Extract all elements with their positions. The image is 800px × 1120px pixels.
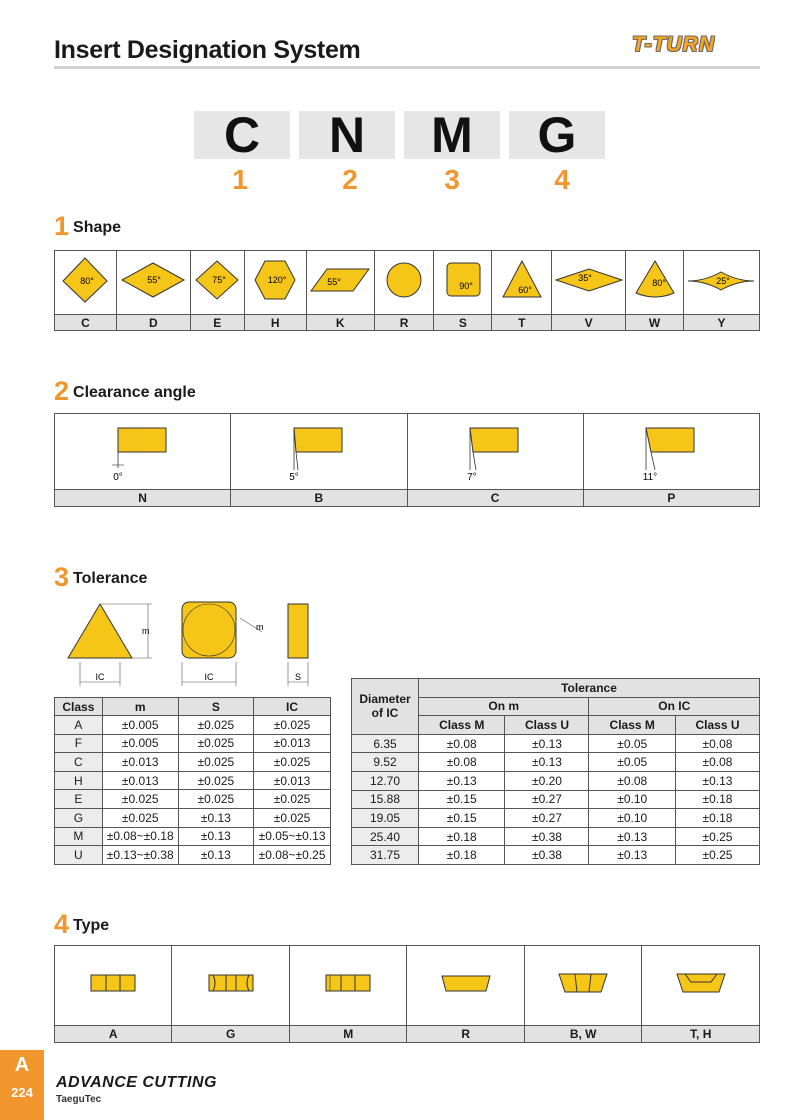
sub-header: Class M <box>589 716 675 735</box>
table-cell: ±0.025 <box>178 790 253 809</box>
col-header: m <box>102 698 178 716</box>
table-cell: ±0.15 <box>419 790 505 809</box>
clearance-angle-c: 7° <box>467 472 477 483</box>
section-label: Clearance angle <box>73 384 196 401</box>
table-cell: ±0.005 <box>102 716 178 735</box>
shape-code-v: V <box>552 315 626 331</box>
table-cell: ±0.15 <box>419 809 505 828</box>
col-header: IC <box>254 698 331 716</box>
title-divider <box>54 66 760 69</box>
shape-cell-s <box>434 251 492 315</box>
table-cell: ±0.13 <box>675 771 759 790</box>
clearance-code-p: P <box>583 490 759 507</box>
shape-angle-t: 60° <box>517 285 532 295</box>
table-cell: ±0.025 <box>102 790 178 809</box>
shape-cell-y <box>683 251 759 315</box>
section-label: Shape <box>73 219 122 236</box>
tolerance-header: Tolerance <box>419 679 760 698</box>
table-row <box>352 809 760 828</box>
sub-header: Class U <box>505 716 589 735</box>
table-cell: H <box>55 771 103 790</box>
table-cell: ±0.13 <box>505 734 589 753</box>
table-cell: ±0.005 <box>102 734 178 753</box>
diagram-label-ic-2: IC <box>204 672 214 682</box>
sub-header: Class M <box>419 716 505 735</box>
code-number-3: 3 <box>444 164 460 195</box>
tolerance-class-table <box>54 697 331 865</box>
table-cell: ±0.13 <box>505 753 589 772</box>
type-section-title <box>54 909 109 940</box>
type-code-th: T, H <box>642 1026 760 1043</box>
table-cell: 15.88 <box>352 790 419 809</box>
table-cell: ±0.025 <box>254 790 331 809</box>
shape-code-h: H <box>244 315 306 331</box>
page-tab-letter: A <box>14 1054 30 1076</box>
table-row <box>55 827 331 846</box>
clearance-code-c: C <box>407 490 583 507</box>
table-cell: E <box>55 790 103 809</box>
shape-angle-d: 55° <box>147 275 162 285</box>
shape-code-t: T <box>492 315 552 331</box>
table-cell: ±0.18 <box>419 827 505 846</box>
diameter-header: Diameter of IC <box>352 679 419 735</box>
table-row <box>55 753 331 772</box>
shape-cell-t <box>492 251 552 315</box>
table-cell: M <box>55 827 103 846</box>
type-code-a: A <box>55 1026 172 1043</box>
table-cell: ±0.013 <box>254 734 331 753</box>
shape-cell-r <box>374 251 434 315</box>
sub-header: Class U <box>675 716 759 735</box>
table-cell: ±0.013 <box>102 771 178 790</box>
diagram-label-m-2: m <box>256 622 264 632</box>
table-cell: ±0.13 <box>178 846 253 865</box>
clearance-cell-p <box>583 414 759 490</box>
table-cell: ±0.13 <box>589 846 675 865</box>
section-number: 1 <box>54 211 70 241</box>
table-cell: ±0.13~±0.38 <box>102 846 178 865</box>
type-cell-r <box>407 946 524 1026</box>
table-cell: ±0.08~±0.25 <box>254 846 331 865</box>
table-cell: C <box>55 753 103 772</box>
shape-table <box>54 250 760 331</box>
clearance-angle-n: 0° <box>112 472 123 483</box>
clearance-section-title <box>54 376 196 407</box>
table-row <box>55 716 331 735</box>
shape-code-r: R <box>374 315 434 331</box>
table-cell: 6.35 <box>352 734 419 753</box>
table-row <box>352 846 760 865</box>
clearance-cell-b <box>231 414 407 490</box>
type-cell-a <box>55 946 172 1026</box>
table-cell: ±0.025 <box>178 716 253 735</box>
shape-cell-d <box>116 251 190 315</box>
clearance-code-n: N <box>55 490 231 507</box>
table-cell: 31.75 <box>352 846 419 865</box>
code-letter-4: G <box>509 111 605 159</box>
type-code-bw: B, W <box>524 1026 641 1043</box>
table-cell: ±0.18 <box>419 846 505 865</box>
code-letter-3: M <box>404 111 500 159</box>
shape-angle-k: 55° <box>327 277 341 287</box>
type-code-g: G <box>172 1026 289 1043</box>
table-cell: ±0.025 <box>178 771 253 790</box>
tolerance-diameter-table <box>351 678 760 865</box>
shape-section-title <box>54 211 121 242</box>
table-cell: ±0.13 <box>589 827 675 846</box>
table-cell: ±0.27 <box>505 790 589 809</box>
table-cell: ±0.13 <box>419 771 505 790</box>
table-row <box>352 753 760 772</box>
shape-angle-v: 35° <box>577 273 592 283</box>
table-cell: ±0.025 <box>178 734 253 753</box>
shape-angle-w: 80° <box>651 278 666 288</box>
table-cell: ±0.025 <box>102 808 178 827</box>
section-number: 3 <box>54 562 70 592</box>
on-m-header: On m <box>419 697 589 716</box>
clearance-angle-b: 5° <box>289 472 299 483</box>
type-cell-g <box>172 946 289 1026</box>
shape-angle-e: 75° <box>212 275 227 285</box>
table-cell: ±0.08 <box>419 734 505 753</box>
shape-cell-w <box>626 251 684 315</box>
tolerance-section-title <box>54 562 147 593</box>
table-cell: 9.52 <box>352 753 419 772</box>
shape-code-k: K <box>306 315 374 331</box>
page-number: 224 <box>11 1085 33 1100</box>
section-number: 4 <box>54 909 70 939</box>
table-cell: ±0.08 <box>589 771 675 790</box>
table-cell: ±0.13 <box>178 808 253 827</box>
shape-code-c: C <box>55 315 117 331</box>
table-cell: ±0.025 <box>254 753 331 772</box>
type-cell-m <box>289 946 406 1026</box>
diagram-label-m: m <box>142 626 150 636</box>
footer-brand-sub: TaeguTec <box>56 1094 102 1105</box>
col-header: S <box>178 698 253 716</box>
table-cell: ±0.025 <box>254 808 331 827</box>
table-cell: ±0.05~±0.13 <box>254 827 331 846</box>
table-row <box>55 846 331 865</box>
table-cell: ±0.25 <box>675 846 759 865</box>
type-cell-bw <box>524 946 641 1026</box>
code-number-2: 2 <box>342 164 358 195</box>
table-row <box>352 827 760 846</box>
table-cell: ±0.10 <box>589 790 675 809</box>
shape-code-d: D <box>116 315 190 331</box>
type-code-m: M <box>289 1026 406 1043</box>
shape-angle-h: 120° <box>267 275 287 285</box>
brand-logo: T-TURN <box>632 33 715 56</box>
table-row <box>55 734 331 753</box>
clearance-code-b: B <box>231 490 407 507</box>
section-label: Tolerance <box>73 570 148 587</box>
shape-cell-c <box>55 251 117 315</box>
clearance-table <box>54 413 760 507</box>
section-label: Type <box>73 917 110 934</box>
table-cell: U <box>55 846 103 865</box>
table-cell: 19.05 <box>352 809 419 828</box>
table-cell: ±0.08~±0.18 <box>102 827 178 846</box>
shape-code-y: Y <box>683 315 759 331</box>
table-row <box>55 790 331 809</box>
table-cell: ±0.13 <box>178 827 253 846</box>
table-row <box>55 808 331 827</box>
table-cell: 25.40 <box>352 827 419 846</box>
table-row <box>352 734 760 753</box>
table-cell: ±0.08 <box>419 753 505 772</box>
section-number: 2 <box>54 376 70 406</box>
table-cell: ±0.05 <box>589 753 675 772</box>
clearance-angle-p: 11° <box>643 472 658 483</box>
shape-cell-e <box>190 251 244 315</box>
col-header: Class <box>55 698 103 716</box>
shape-cell-h <box>244 251 306 315</box>
shape-angle-y: 25° <box>716 276 731 286</box>
on-ic-header: On IC <box>589 697 760 716</box>
footer-brand-logo: ADVANCE CUTTING <box>56 1074 217 1091</box>
table-row <box>352 771 760 790</box>
type-table <box>54 945 760 1043</box>
table-cell: ±0.38 <box>505 827 589 846</box>
table-cell: ±0.013 <box>102 753 178 772</box>
shape-code-e: E <box>190 315 244 331</box>
table-cell: ±0.05 <box>589 734 675 753</box>
diagram-label-ic-1: IC <box>95 672 105 682</box>
table-cell: ±0.27 <box>505 809 589 828</box>
table-cell: 12.70 <box>352 771 419 790</box>
type-cell-th <box>642 946 760 1026</box>
table-row <box>352 790 760 809</box>
shape-angle-s: 90° <box>459 281 473 291</box>
shape-angle-c: 80° <box>80 276 95 286</box>
table-cell: ±0.18 <box>675 790 759 809</box>
table-row <box>55 771 331 790</box>
table-cell: ±0.10 <box>589 809 675 828</box>
page-tab <box>0 1050 44 1120</box>
table-cell: ±0.013 <box>254 771 331 790</box>
table-cell: F <box>55 734 103 753</box>
page-title: Insert Designation System <box>54 36 361 64</box>
table-cell: G <box>55 808 103 827</box>
tolerance-diagram <box>54 596 334 692</box>
table-cell: ±0.025 <box>254 716 331 735</box>
table-cell: A <box>55 716 103 735</box>
shape-cell-k <box>306 251 374 315</box>
table-cell: ±0.38 <box>505 846 589 865</box>
table-cell: ±0.20 <box>505 771 589 790</box>
clearance-cell-n <box>55 414 231 490</box>
shape-cell-v <box>552 251 626 315</box>
code-number-1: 1 <box>232 164 248 195</box>
type-code-r: R <box>407 1026 524 1043</box>
table-cell: ±0.025 <box>178 753 253 772</box>
code-number-4: 4 <box>554 164 570 195</box>
table-cell: ±0.18 <box>675 809 759 828</box>
code-letter-2: N <box>299 111 395 159</box>
shape-code-w: W <box>626 315 684 331</box>
clearance-cell-c <box>407 414 583 490</box>
table-cell: ±0.25 <box>675 827 759 846</box>
code-letter-1: C <box>194 111 290 159</box>
shape-code-s: S <box>434 315 492 331</box>
diagram-label-s: S <box>294 672 302 682</box>
table-cell: ±0.08 <box>675 753 759 772</box>
table-cell: ±0.08 <box>675 734 759 753</box>
